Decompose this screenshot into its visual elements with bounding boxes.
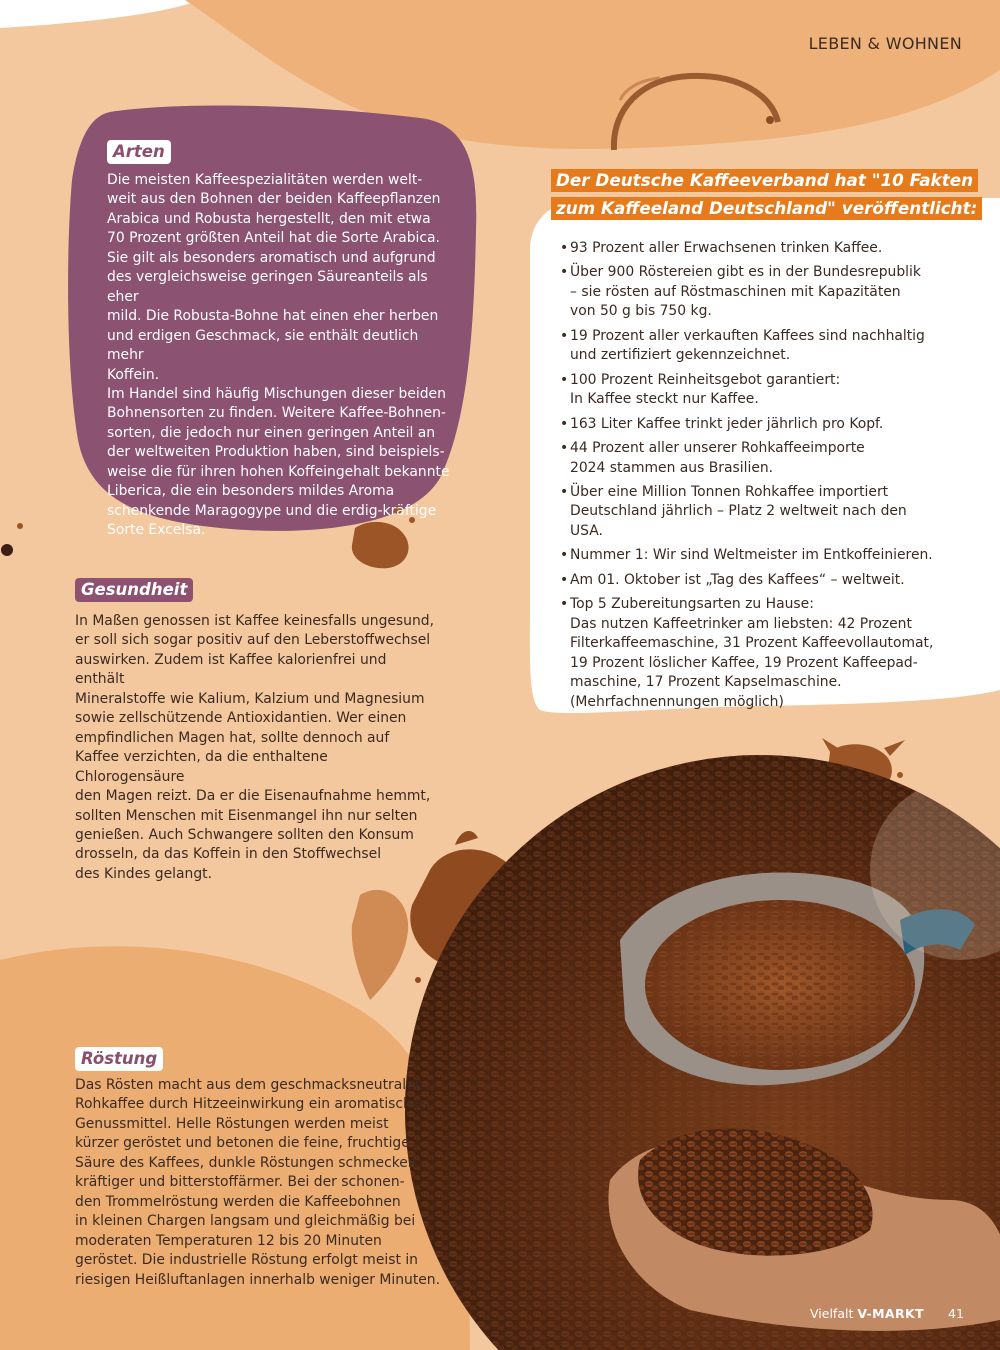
fact-item: • 100 Prozent Reinheitsgebot garantiert: In Kaffee steckt nur Kaffee. [562, 371, 942, 410]
fact-item: • 93 Prozent aller Erwachsenen trinken Kaffee. [562, 239, 942, 258]
fact-item: • Am 01. Oktober ist „Tag des Kaffees“ – weltweit. [562, 571, 942, 590]
fact-item: • Über eine Million Tonnen Rohkaffee importiert Deutschland jährlich – Platz 2 weltweit nach den USA. [562, 483, 942, 541]
fact-item: • Top 5 Zubereitungsarten zu Hause: Das nutzen Kaffeetrinker am liebsten: 42 Prozent Filterkaffeemaschine, 31 Prozent Kaffeevollautomat, 19 Prozent löslicher Kaffee, 19 Prozent Kaffeepad- maschine, 17 Prozent Kapselmaschine. (Mehrfachnennungen möglich) [562, 595, 942, 712]
white-corner-top-left [0, 0, 200, 28]
page-number: 41 [948, 1306, 964, 1321]
facts-heading-line-2: zum Kaffeeland Deutschland" veröffentlicht: [551, 197, 982, 220]
fact-item: • Über 900 Röstereien gibt es in der Bundesrepublik – sie rösten auf Röstmaschinen mit Kapazitäten von 50 g bis 750 kg. [562, 263, 942, 321]
gesundheit-title: Gesundheit [75, 578, 193, 602]
arten-title: Arten [107, 140, 171, 164]
fact-item: • 44 Prozent aller unserer Rohkaffeeimporte 2024 stammen aus Brasilien. [562, 439, 942, 478]
gesundheit-text: In Maßen genossen ist Kaffee keinesfalls ungesund, er soll sich sogar positiv auf den Leberstoffwechsel auswirken. Zudem ist Kaffee kalorienfrei und enthält Mineralstoffe wie Kalium, Kalzium und Magnesium sowie zellschützende Antioxidantien. Wer einen empfindlichen Magen hat, sollte dennoch auf Kaffee verzichten, da die enthaltene Chlorogensäure den Magen reizt. Da er die Eisenaufnahme hemmt, sollten Menschen mit Eisenmangel ihn nur selten genießen. Auch Schwangere sollten den Konsum drosseln, da das Koffein in den Stoffwechsel des Kindes gelangt. [75, 613, 435, 882]
fact-item: • 163 Liter Kaffee trinkt jeder jährlich pro Kopf. [562, 415, 942, 434]
facts-heading-line-1: Der Deutsche Kaffeeverband hat "10 Fakten [551, 169, 978, 192]
section-label: LEBEN & WOHNEN [808, 34, 962, 53]
fact-item: • Nummer 1: Wir sind Weltmeister im Entkoffeinieren. [562, 546, 942, 565]
roestung-title: Röstung [75, 1047, 163, 1071]
arten-text: Die meisten Kaffeespezialitäten werden welt- weit aus den Bohnen der beiden Kaffeepflanzen Arabica und Robusta hergestellt, den mit etwa 70 Prozent größten Anteil hat die Sorte Arabica. Sie gilt als besonders aromatisch und aufgrund des vergleichsweise geringen Säureanteils als eher mild. Die Robusta-Bohne hat einen eher herben und erdigen Geschmack, sie enthält deutlich mehr Koffein. Im Handel sind häufig Mischungen dieser beiden Bohnensorten zu finden. Weitere Kaffee-Bohnen- sorten, die jedoch nur einen geringen Anteil an der weltweiten Produktion haben, sind beispiels- weise die für ihren hohen Koffeingehalt bekannte Liberica, die ein besonders mildes Aroma schenkende Maragogype und die erdig-kräftige Sorte Excelsa. [107, 172, 450, 539]
fact-item: • 19 Prozent aller verkauften Kaffees sind nachhaltig und zertifiziert gekennzeichnet. [562, 327, 942, 366]
coffee-photo [400, 750, 1000, 1350]
roestung-text: Das Rösten macht aus dem geschmacksneutralen Rohkaffee durch Hitzeeinwirkung ein aromatisches Genussmittel. Helle Röstungen werden meist kürzer geröstet und betonen die feine, fruchtige Säure des Kaffees, dunkle Röstungen schmecken kräftiger und bitterstoffärmer. Bei der schonen- den Trommelröstung werden die Kaffeebohnen in kleinen Chargen langsam und gleichmäßig bei moderaten Temperaturen 12 bis 20 Minuten geröstet. Die industrielle Röstung erfolgt meist in riesigen Heißluftanlagen innerhalb weniger Minuten. [75, 1077, 441, 1288]
facts-list [562, 239, 942, 717]
magazine-name: Vielfalt V-MARKT [810, 1306, 925, 1321]
